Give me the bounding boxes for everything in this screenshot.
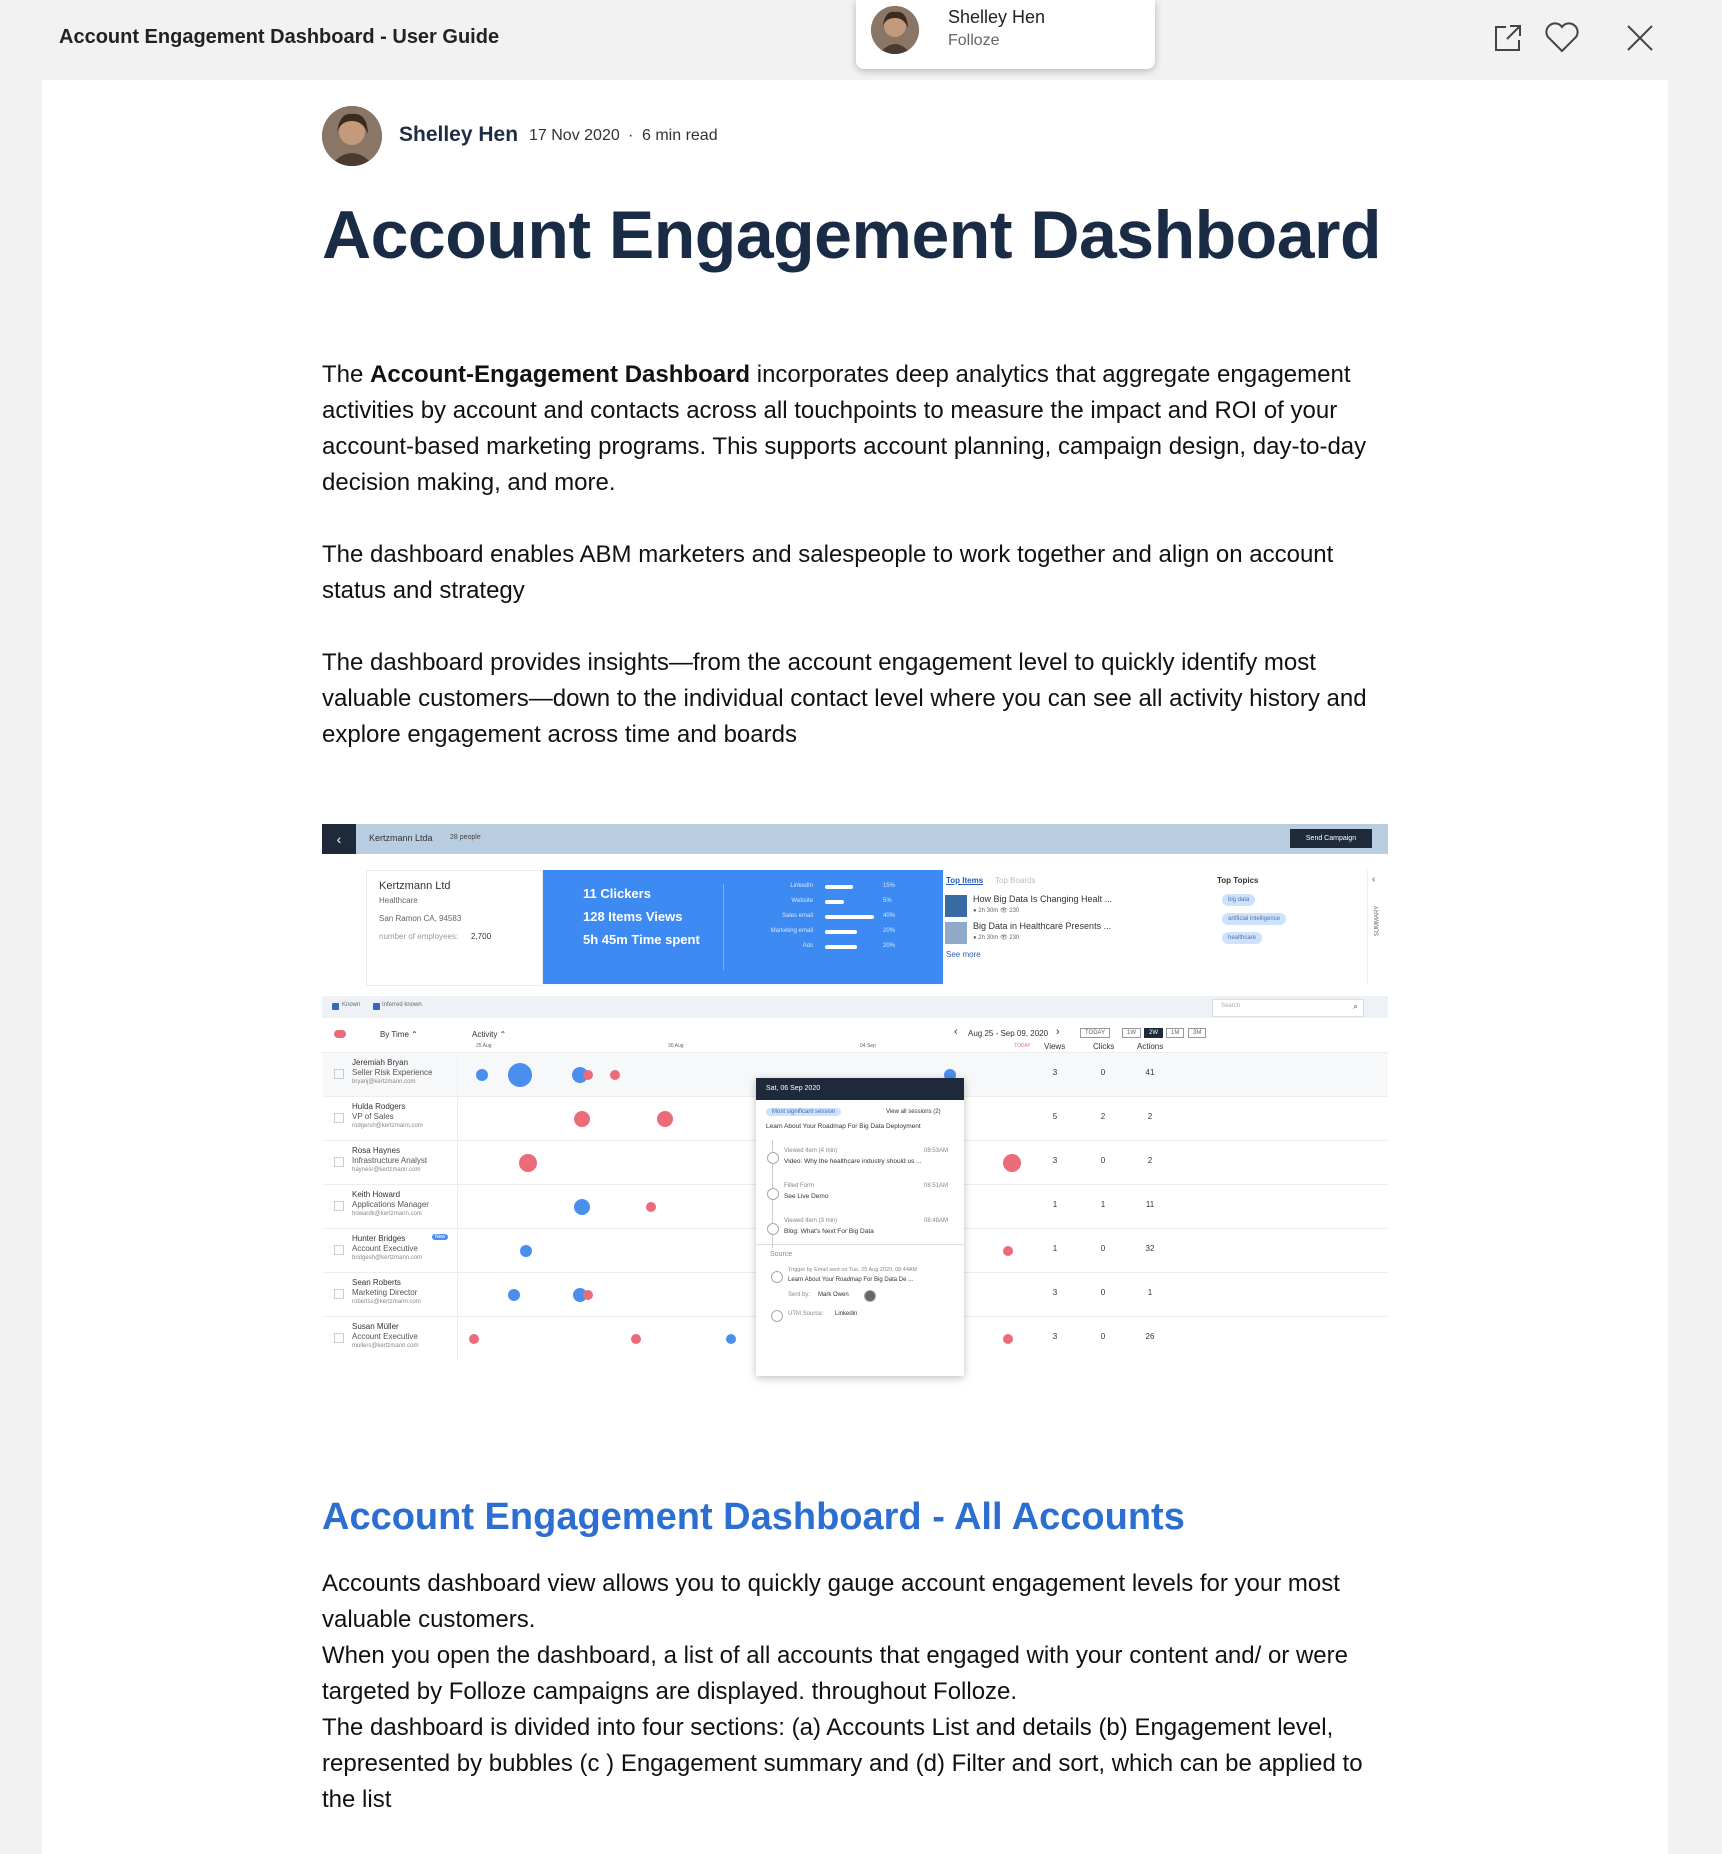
shot-row-checkbox: [334, 1069, 344, 1079]
shot-tab-top-items: Top Items: [946, 876, 984, 885]
shot-engagement-bubble: [519, 1154, 537, 1172]
shot-filter-inferred: Inferred known: [382, 1002, 422, 1008]
shot-engagement-bubble: [508, 1289, 520, 1301]
shot-row-role: Applications Manager: [352, 1200, 429, 1209]
shot-row-role: Marketing Director: [352, 1288, 418, 1297]
shot-period: 1W: [1122, 1028, 1141, 1038]
pop-e1-label: Viewed Item (4 min): [784, 1148, 838, 1154]
pop-badge: Most significant session: [766, 1108, 841, 1116]
shot-session-popup: [756, 1078, 964, 1376]
shot-stat-time: 5h 45m Time spent: [583, 932, 700, 947]
shot-row-clicks: 0: [1100, 1156, 1106, 1165]
shot-engagement-bubble: [631, 1334, 641, 1344]
page-title: Account Engagement Dashboard: [322, 197, 1382, 273]
shot-row-checkbox: [334, 1289, 344, 1299]
shot-col-clicks: Clicks: [1093, 1042, 1115, 1051]
shot-account-name: Kertzmann Ltda: [369, 833, 433, 843]
intro-text-post: incorporates deep analytics that aggregate engagement activities by account and contacts across all touchpoints to measure the impact and ROI of your account-based marketing programs. This supports account planning, campaign design, day-to-day decision making, and more.: [322, 361, 1367, 496]
shot-bar-pct: 20%: [883, 928, 896, 934]
author-avatar: [322, 106, 382, 166]
author-photo-icon: [322, 106, 382, 166]
pop-view-icon: [767, 1152, 779, 1164]
paragraph-4a: Accounts dashboard view allows you to quickly gauge account engagement levels for your most valuable customers.: [322, 1570, 1340, 1633]
shot-row-views: 1: [1052, 1244, 1058, 1253]
shot-row-mail: mullers@kertzmann.com: [352, 1343, 419, 1349]
shot-engagement-bubble: [574, 1199, 590, 1215]
pop-utm: Linkedin: [835, 1311, 858, 1317]
dashboard-screenshot: [322, 824, 1388, 1424]
close-icon[interactable]: [1620, 18, 1660, 58]
shot-bar: [825, 945, 857, 949]
shot-see-more: See more: [946, 950, 981, 959]
shot-search: [1212, 999, 1364, 1017]
shot-filter-known: Known: [342, 1002, 361, 1008]
shot-tick-today: TODAY: [1014, 1043, 1031, 1049]
pop-session: Learn About Your Roadmap For Big Data Deployment: [766, 1123, 921, 1130]
shot-row-name: Jeremiah Bryan: [352, 1058, 409, 1067]
shot-row-role: VP of Sales: [352, 1112, 394, 1121]
shot-row-role: Account Executive: [352, 1244, 418, 1253]
top-bar: [0, 0, 1722, 80]
shot-engagement-bubble: [469, 1334, 479, 1344]
shot-period: 1M: [1166, 1028, 1184, 1038]
shot-header: [322, 824, 1388, 854]
pop-sent-by: Mark Owen: [818, 1292, 849, 1298]
shot-info-name: Kertzmann Ltd: [379, 880, 451, 892]
shot-engagement-bubble: [476, 1069, 488, 1081]
shot-account-info: [366, 870, 543, 986]
shot-tick: 04 Sep: [860, 1043, 876, 1049]
shot-row-clicks: 1: [1100, 1200, 1106, 1209]
shot-row-name: Sean Roberts: [352, 1278, 401, 1287]
shot-row-mail: rodgersh@kertzmann.com: [352, 1123, 423, 1129]
shot-bar-pct: 20%: [883, 943, 896, 949]
shot-bar-label: Sales email: [781, 913, 813, 919]
shot-bar-label: Ads: [802, 943, 813, 949]
shot-stats-panel: [543, 870, 943, 984]
shot-engagement-bubble: [610, 1070, 620, 1080]
shot-row-views: 3: [1052, 1068, 1058, 1077]
shot-row-name: Keith Howard: [352, 1190, 401, 1199]
pop-email-icon: [771, 1271, 783, 1283]
open-external-icon[interactable]: [1488, 18, 1528, 58]
pop-trigger-title: Learn About Your Roadmap For Big Data De ...: [788, 1277, 914, 1283]
shot-row-clicks: 2: [1100, 1112, 1106, 1121]
shot-col-bytime: By Time ⌃: [380, 1030, 418, 1039]
pop-e1-title: Video: Why the healthcare industry should us ...: [784, 1158, 922, 1165]
intro-paragraph: [322, 357, 1392, 501]
shot-row-name: Susan Müller: [352, 1322, 399, 1331]
shot-new-badge: New: [432, 1234, 448, 1240]
document-title: Account Engagement Dashboard - User Guide: [59, 26, 500, 48]
heart-icon[interactable]: [1542, 18, 1582, 58]
shot-row-clicks: 0: [1100, 1288, 1106, 1297]
shot-bar-pct: 5%: [883, 898, 892, 904]
pop-utm-label: UTM Source:: [788, 1311, 824, 1317]
back-icon: ‹: [322, 824, 356, 854]
shot-bar-pct: 15%: [883, 883, 896, 889]
shot-top-items: [945, 870, 1215, 984]
shot-info-emp-value: 2,700: [471, 932, 492, 941]
shot-top-topics: [1217, 870, 1327, 984]
shot-row-views: 3: [1052, 1156, 1058, 1165]
shot-row-actions: 2: [1147, 1156, 1153, 1165]
paragraph-3: The dashboard provides insights—from the account engagement level to quickly identify most valuable customers—down to the individual contact level where you can see all activity history and explore engagement across time and boards: [322, 649, 1367, 748]
shot-item-2-meta: ● 2h 30m 👁 230: [973, 935, 1020, 941]
pop-sent-by-label: Sent by:: [788, 1292, 811, 1298]
pop-date: Sat, 06 Sep 2020: [756, 1078, 964, 1100]
shot-row-mail: howardk@kertzmann.com: [352, 1211, 422, 1217]
shot-row-actions: 41: [1145, 1068, 1155, 1077]
shot-row-clicks: 0: [1100, 1068, 1106, 1077]
shot-period-active: 2W: [1144, 1028, 1163, 1038]
shot-row-checkbox: [334, 1333, 344, 1343]
shot-toggle-icon: [334, 1030, 346, 1038]
shot-topics-title: Top Topics: [1217, 876, 1259, 885]
shot-engagement-bubble: [508, 1063, 532, 1087]
shot-row-actions: 2: [1147, 1112, 1153, 1121]
shot-bar: [825, 885, 853, 889]
shot-stat-clickers: 11 Clickers: [583, 886, 651, 901]
pop-utm-icon: [771, 1310, 783, 1322]
shot-filter-bar: [322, 996, 1388, 1018]
shot-row-views: 3: [1052, 1288, 1058, 1297]
shot-summary-label: SUMMARY: [1374, 905, 1381, 937]
shot-search-placeholder: Search: [1221, 1003, 1241, 1009]
shot-row-name: Hulda Rodgers: [352, 1102, 406, 1111]
shot-info-emp-label: number of employees:: [379, 932, 459, 941]
shot-bar: [825, 900, 844, 904]
shot-row-clicks: 0: [1100, 1244, 1106, 1253]
shot-topic-pill: healthcare: [1222, 932, 1262, 944]
shot-date-range: Aug 25 - Sep 09, 2020: [968, 1029, 1049, 1038]
shot-engagement-bubble: [583, 1290, 593, 1300]
shot-item-2: Big Data in Healthcare Presents ...: [973, 921, 1112, 931]
paragraph-4b: When you open the dashboard, a list of all accounts that engaged with your content and/ or were targeted by Folloze campaigns are displayed. throughout Folloze.: [322, 1642, 1348, 1705]
meta-separator: ·: [628, 127, 634, 144]
read-time: 6 min read: [642, 127, 718, 144]
shot-summary-chevron-icon: ‹: [1372, 874, 1376, 885]
shot-row-name: Rosa Haynes: [352, 1146, 401, 1155]
shot-send-campaign: Send Campaign: [1290, 829, 1372, 848]
pop-e3-title: Blog: What's Next For Big Data: [784, 1228, 874, 1235]
shot-engagement-bubble: [1003, 1334, 1013, 1344]
shot-bar-label: Website: [791, 898, 813, 904]
shot-engagement-bubble: [657, 1111, 673, 1127]
pop-view-icon: [767, 1223, 779, 1235]
pop-view-all: View all sessions (2): [886, 1109, 941, 1115]
shot-item-1: How Big Data Is Changing Healt ...: [973, 894, 1113, 904]
shot-row-actions: 26: [1145, 1332, 1155, 1341]
shot-item-thumb: [945, 922, 967, 944]
shot-engagement-bubble: [726, 1334, 736, 1344]
pop-e2-label: Filled Form: [784, 1183, 815, 1189]
shot-item-1-meta: ● 2h 30m 👁 230: [973, 908, 1020, 914]
shot-row-name: Hunter Bridges: [352, 1234, 406, 1243]
shot-row-actions: 11: [1145, 1200, 1155, 1209]
avatar: [871, 6, 919, 54]
shot-bar-label: LinkedIn: [790, 883, 813, 889]
shot-engagement-bubble: [574, 1111, 590, 1127]
shot-columns: [322, 1024, 1388, 1052]
shot-tick: 25 Aug: [476, 1043, 492, 1049]
shot-info-industry: Healthcare: [379, 896, 418, 905]
shot-row-actions: 1: [1147, 1288, 1153, 1297]
shot-row-mail: bridgesh@kertzmann.com: [352, 1255, 423, 1261]
shot-row-views: 5: [1052, 1112, 1058, 1121]
shot-row-role: Seller Risk Experience: [352, 1068, 433, 1077]
shot-row-checkbox: [334, 1245, 344, 1255]
intro-text-bold: Account-Engagement Dashboard: [370, 361, 751, 388]
shot-people-count: 28 people: [450, 834, 481, 841]
shot-prev-icon: ‹: [954, 1026, 958, 1038]
pop-e3-label: Viewed Item (3 min): [784, 1218, 838, 1224]
shot-col-actions: Actions: [1137, 1042, 1164, 1051]
shot-row-actions: 32: [1145, 1244, 1155, 1253]
shot-engagement-bubble: [583, 1070, 593, 1080]
shot-summary-tab: [1367, 870, 1388, 984]
shot-bar: [825, 915, 874, 919]
shot-period: 3M: [1188, 1028, 1206, 1038]
author-card[interactable]: [856, 0, 1155, 69]
pop-e1-time: 08:53AM: [924, 1148, 949, 1154]
avatar-photo-icon: [871, 6, 919, 54]
shot-engagement-bubble: [646, 1202, 656, 1212]
shot-today-button: TODAY: [1080, 1028, 1110, 1038]
pop-e3-time: 08:48AM: [924, 1218, 949, 1224]
shot-row-views: 1: [1052, 1200, 1058, 1209]
shot-checkbox-icon: [373, 1003, 380, 1010]
pop-source: Source: [770, 1251, 793, 1258]
shot-engagement-bubble: [1003, 1246, 1013, 1256]
shot-row-mail: robertss@kertzmann.com: [352, 1299, 421, 1305]
shot-row-mail: bryanj@kertzmann.com: [352, 1079, 416, 1085]
paragraph-4c: The dashboard is divided into four sections: (a) Accounts List and details (b) Engagement level, represented by bubbles (c ) Engagement summary and (d) Filter and sort, which can be applied to the list: [322, 1714, 1363, 1813]
shot-search-icon: ⌕: [1352, 1001, 1358, 1011]
section-heading: Account Engagement Dashboard - All Accounts: [322, 1496, 1185, 1538]
shot-bar-pct: 40%: [883, 913, 896, 919]
shot-tab-top-boards: Top Boards: [995, 876, 1036, 885]
pop-form-icon: [767, 1188, 779, 1200]
shot-topic-pill: artificial intelligence: [1222, 913, 1286, 925]
author-card-org: Folloze: [948, 32, 1000, 49]
shot-info-location: San Ramon CA, 94583: [379, 914, 462, 923]
pop-e2-time: 08:51AM: [924, 1183, 949, 1189]
pop-e2-title: See Live Demo: [784, 1193, 829, 1200]
shot-topic-pill: big data: [1222, 894, 1255, 906]
author-card-name: Shelley Hen: [948, 7, 1046, 27]
shot-row-checkbox: [334, 1201, 344, 1211]
pop-sender-avatar: [864, 1290, 876, 1302]
shot-col-views: Views: [1044, 1042, 1066, 1051]
shot-next-icon: ›: [1056, 1026, 1060, 1038]
shot-checkbox-icon: [332, 1003, 339, 1010]
pop-trigger: Trigger by Email sent on Tue, 25 Aug 2020, 08:44AM: [788, 1267, 918, 1273]
shot-col-activity: Activity ⌃: [472, 1030, 507, 1039]
shot-row-mail: haynesr@kertzmann.com: [352, 1167, 421, 1173]
shot-row-role: Account Executive: [352, 1332, 418, 1341]
publish-date: 17 Nov 2020: [529, 127, 620, 144]
shot-item-thumb: [945, 895, 967, 917]
paragraph-2: The dashboard enables ABM marketers and salespeople to work together and align on account status and strategy: [322, 541, 1334, 604]
shot-row-views: 3: [1052, 1332, 1058, 1341]
shot-engagement-bubble: [520, 1245, 532, 1257]
shot-bar: [825, 930, 857, 934]
shot-engagement-bubble: [1003, 1154, 1021, 1172]
shot-tick: 30 Aug: [668, 1043, 684, 1049]
shot-row-role: Infrastructure Analyst: [352, 1156, 428, 1165]
shot-bar-label: Marketing email: [770, 928, 813, 934]
author-name[interactable]: Shelley Hen: [399, 123, 519, 146]
shot-row-clicks: 0: [1100, 1332, 1106, 1341]
shot-row-checkbox: [334, 1157, 344, 1167]
intro-text-pre: The: [322, 361, 371, 388]
shot-stat-views: 128 Items Views: [583, 909, 683, 924]
shot-row-checkbox: [334, 1113, 344, 1123]
